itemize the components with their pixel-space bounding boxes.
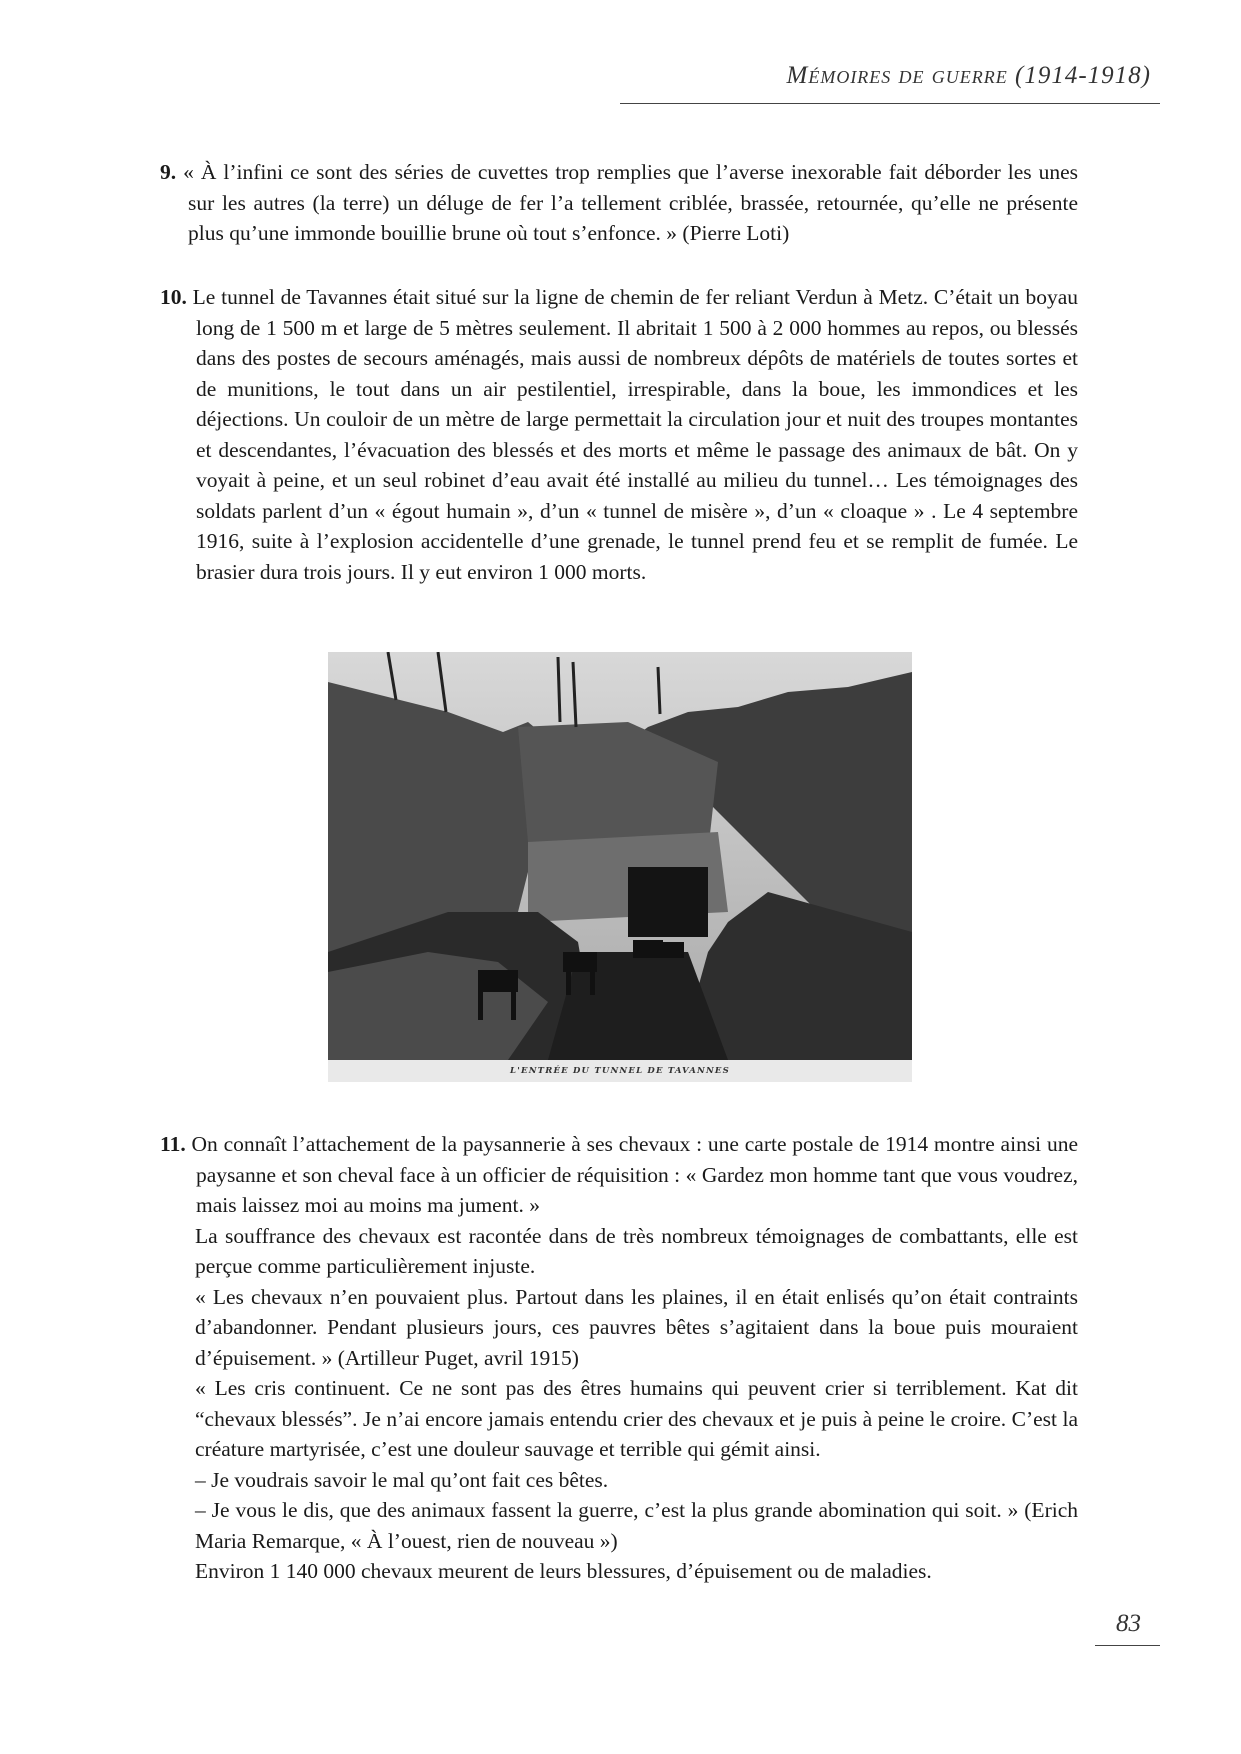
- note-11-paragraph-7: Environ 1 140 000 chevaux meurent de leurs blessures, d’épuisement ou de maladies.: [195, 1559, 932, 1583]
- note-11-paragraph-3: « Les chevaux n’en pouvaient plus. Partout dans les plaines, il en était enlisés qu’on était contraints d’abandonner. Pendant plusieurs jours, ces pauvres bêtes s’agitaient dans la boue puis mouraient d’épuisement. » (Artilleur Puget, avril 1915): [195, 1284, 1078, 1370]
- note-11-number: 11.: [160, 1132, 186, 1156]
- note-9: [160, 157, 1078, 249]
- tunnel-photo-image: [328, 652, 912, 1060]
- tunnel-photo: [328, 652, 912, 1082]
- note-10: [160, 282, 1078, 587]
- note-11-paragraph-1: [160, 1129, 1078, 1221]
- note-9-paragraph: [160, 157, 1078, 249]
- note-9-number: 9.: [160, 160, 177, 184]
- footer-rule: [1095, 1645, 1160, 1646]
- photo-caption-strip: [328, 1060, 912, 1082]
- note-11-text-1: On connaît l’attachement de la paysannerie à ses chevaux : une carte postale de 1914 montre ainsi une paysanne et son cheval face à un officier de réquisition : « Gardez mon homme tant que vous voudrez, mais laissez moi au moins ma jument. »: [191, 1132, 1078, 1217]
- note-10-text: Le tunnel de Tavannes était situé sur la ligne de chemin de fer reliant Verdun à Metz. C’était un boyau long de 1 500 m et large de 5 mètres seulement. Il abritait 1 500 à 2 000 hommes au repos, ou blessés dans des postes de secours aménagés, mais aussi de nombreux dépôts de matériels de toutes sortes et de munitions, le tout dans un air pestilentiel, irrespirable, dans la boue, les immondices et les déjections. Un couloir de un mètre de large permettait la circulation jour et nuit des troupes montantes et descendantes, l’évacuation des blessés et des morts et même le passage des animaux de bât. On y voyait à peine, et un seul robinet d’eau avait été installé au milieu du tunnel… Les témoignages des soldats parlent d’un « égout humain », d’un « tunnel de misère », d’un « cloaque » . Le 4 septembre 1916, suite à l’explosion accidentelle d’une grenade, le tunnel prend feu et se remplit de fumée. Le brasier dura trois jours. Il y eut environ 1 000 morts.: [192, 285, 1078, 584]
- photo-caption: L'ENTRÉE DU TUNNEL DE TAVANNES: [510, 1066, 730, 1076]
- note-11-paragraph-4: « Les cris continuent. Ce ne sont pas des êtres humains qui peuvent crier si terriblement. Kat dit “chevaux blessés”. Je n’ai encore jamais entendu crier des chevaux et je puis à peine le croire. C’est la créature martyrisée, c’est une douleur sauvage et terrible qui gémit ainsi.: [195, 1376, 1078, 1461]
- note-9-text: « À l’infini ce sont des séries de cuvettes trop remplies que l’averse inexorable fait déborder les unes sur les autres (la terre) un déluge de fer l’a tellement criblée, brassée, retournée, qu’elle ne présente plus qu’une immonde bouillie brune où tout s’enfonce. » (Pierre Loti): [183, 160, 1079, 245]
- note-10-number: 10.: [160, 285, 187, 309]
- page-number: 83: [1116, 1610, 1141, 1637]
- note-11-paragraph-5: – Je voudrais savoir le mal qu’ont fait ces bêtes.: [195, 1467, 609, 1492]
- note-11: [160, 1129, 1078, 1587]
- note-11-paragraph-2: La souffrance des chevaux est racontée dans de très nombreux témoignages de combattants, elle est perçue comme particulièrement injuste.: [195, 1223, 1078, 1278]
- header-rule: [620, 103, 1160, 104]
- running-title: Mémoires de guerre (1914-1918): [786, 62, 1151, 89]
- note-11-paragraph-6: – Je vous le dis, que des animaux fassent la guerre, c’est la plus grande abomination qui soit. » (Erich Maria Remarque, « À l’ouest, rien de nouveau »): [195, 1498, 1078, 1553]
- note-10-paragraph: [160, 282, 1078, 587]
